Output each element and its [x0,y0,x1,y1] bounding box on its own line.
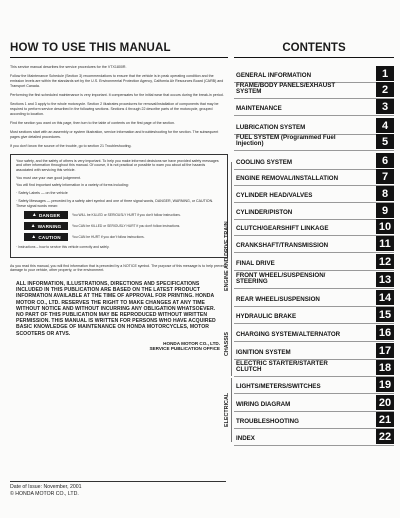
safety-labels-bullet: · Safety Labels — on the vehicle [16,191,68,196]
contents-item[interactable] [234,343,394,360]
warning-text: You CAN be KILLED or SERIOUSLY HURT if you don't follow instructions. [72,224,181,229]
forms-paragraph: You will find important safety information in a variety of forms including: [16,183,129,188]
caution-label [24,233,68,241]
caution-row [24,233,222,241]
section-number-tab: 21 [376,412,394,427]
contents-item[interactable] [234,272,394,289]
section-number-tab: 15 [376,307,394,322]
intro-paragraph: This service manual describes the service procedures for the VTX1800R. [10,65,127,69]
safety-paragraph: Your safety, and the safety of others is very important. To help you make informed decisions we have provided safety messages and other information throughout this manual. Of course, it is not practical or possible to warn you about all the hazards associated with servicing this vehicle. [16,158,219,172]
contents-item[interactable] [234,325,394,342]
safety-messages-bullet: · Safety Messages — preceded by a safety alert symbol and one of three signal words, DANGER, WARNING, or CAUTION. These signal words mean: [16,198,214,208]
section-number-tab: 20 [376,395,394,410]
contents-item[interactable] [234,254,394,271]
contents-item[interactable] [234,219,394,236]
contents-item-label: ENGINE REMOVAL/INSTALLATION [236,175,339,183]
section-number-tab: 6 [376,153,394,168]
issue-date: Date of Issue: November, 2001 [10,484,82,490]
section-number-tab: 4 [376,118,394,133]
danger-row [24,211,222,219]
company-name: HONDA MOTOR CO., LTD. [163,340,220,346]
contents-item-label: INDEX [236,435,255,443]
maintenance-paragraph: Follow the Maintenance Schedule (Section 3) recommendations to ensure that the vehicle is in peak operating condition and the emission levels are within the standards set by the U.S. Environmental Protection Agency, California Air Resources Board (CARB) and Transport Canada. [10,74,224,88]
caution-text: You CAN be HURT if you don't follow instructions. [72,235,145,240]
contents-item[interactable] [234,395,394,412]
contents-item[interactable] [234,134,394,151]
danger-label [24,211,68,219]
sections-paragraph: Sections 1 and 3 apply to the whole motorcycle. Section 2 illustrates procedures for removal/installation of components that may be required to perform service described in the following sections. Sections 4 through 22 describe parts of the motorcycle, grouped according to location. [10,102,219,116]
alert-triangle-icon: ▲ [31,234,37,241]
section-number-tab: 18 [376,360,394,375]
danger-label-text: DANGER [39,212,61,218]
contents-item[interactable] [234,169,394,186]
how-to-use-title: HOW TO USE THIS MANUAL [10,42,228,58]
contents-item-label: WIRING DIAGRAM [236,401,291,409]
contents-item-label: COOLING SYSTEM [236,159,293,167]
section-number-tab: 3 [376,99,394,114]
electrical-group-line [231,378,232,442]
section-start-paragraph: Most sections start with an assembly or system illustration, service information and troubleshooting for the section. The subsequent pages give detailed procedures. [10,130,219,139]
section-number-tab: 9 [376,203,394,218]
contents-item[interactable] [234,118,394,135]
contents-item-label: TROUBLESHOOTING [236,418,299,426]
contents-item-label: IGNITION SYSTEM [236,349,291,357]
issue-info [10,481,226,498]
publication-office: SERVICE PUBLICATION OFFICE [149,346,220,352]
copyright: © HONDA MOTOR CO., LTD. [10,491,79,497]
troubleshooting-paragraph: If you don't know the source of the trouble, go to section 21 Troubleshooting. [10,144,132,149]
contents-item[interactable] [234,99,394,116]
warning-row [24,222,222,230]
contents-item-label: CYLINDER/PISTON [236,209,293,217]
section-number-tab: 12 [376,254,394,269]
warning-label [24,222,68,230]
contents-item-label: CYLINDER HEAD/VALVES [236,192,313,200]
section-number-tab: 16 [376,325,394,340]
issue-divider [10,481,226,482]
contents-item-label: CLUTCH/GEARSHIFT LINKAGE [236,225,329,233]
contents-item[interactable] [234,290,394,307]
section-number-tab: 1 [376,66,394,81]
contents-item-label: CRANKSHAFT/TRANSMISSION [236,242,329,250]
contents-item[interactable] [234,66,394,83]
safety-box [10,154,228,258]
judgement-paragraph: You must use your own good judgement. [16,175,81,180]
contents-item[interactable] [234,236,394,253]
chassis-group-label: CHASSIS [224,332,230,356]
contents-item[interactable] [234,412,394,429]
section-number-tab: 5 [376,134,394,149]
contents-title: CONTENTS [234,42,394,58]
section-number-tab: 14 [376,290,394,305]
contents-item[interactable] [234,377,394,394]
caution-label-text: CAUTION [38,234,61,240]
contents-item-label: MAINTENANCE [236,105,282,113]
contents-item[interactable] [234,186,394,203]
section-number-tab: 7 [376,169,394,184]
contents-item-label: LIGHTS/METERS/SWITCHES [236,383,321,391]
contents-item-label: CHARGING SYSTEM/ALTERNATOR [236,331,341,339]
section-number-tab: 11 [376,236,394,251]
contents-item[interactable] [234,360,394,377]
alert-triangle-icon: ▲ [31,212,38,219]
contents-item[interactable] [234,429,394,446]
contents-item-label: LUBRICATION SYSTEM [236,124,306,132]
electrical-group-label: ELECTRICAL [224,392,230,428]
contents-item-label: FRAME/BODY PANELS/EXHAUST SYSTEM [236,81,336,96]
contents-item[interactable] [234,203,394,220]
contents-item-label: FINAL DRIVE [236,260,275,268]
chassis-group-line [231,312,232,376]
danger-text: You WILL be KILLED or SERIOUSLY HURT if you don't follow instructions. [72,213,181,218]
section-number-tab: 10 [376,219,394,234]
first-maintenance-paragraph: Performing the first scheduled maintenance is very important. It compensates for the initial wear that occurs during the break-in period. [10,93,224,97]
contents-item-label: GENERAL INFORMATION [236,72,312,80]
section-number-tab: 8 [376,186,394,201]
legal-notice: ALL INFORMATION, ILLUSTRATIONS, DIRECTIONS AND SPECIFICATIONS INCLUDED IN THIS PUBLICATION ARE BASED ON THE LATEST PRODUCT INFORMATION AVAILABLE AT THE TIME OF APPROVAL FOR PRINTING. HONDA MOTOR CO., LTD. RESERVES THE RIGHT TO MAKE CHANGES AT ANY TIME WITHOUT NOTICE AND WITHOUT INCURRING ANY OBLIGATION WHATSOEVER. NO PART OF THIS PUBLICATION MAY BE REPRODUCED WITHOUT WRITTEN PERMISSION. THIS MANUAL IS WRITTEN FOR PERSONS WHO HAVE ACQUIRED BASIC KNOWLEDGE OF MAINTENANCE ON HONDA MOTORCYCLES, MOTOR SCOOTERS OR ATVS. [16,280,216,337]
how-to-use-section [10,42,228,352]
contents-item-label: FRONT WHEEL/SUSPENSION/ STEERING [236,271,326,286]
contents-item-label: REAR WHEEL/SUSPENSION [236,296,320,304]
contents-section [224,42,394,443]
section-number-tab: 19 [376,377,394,392]
engine-group-label: ENGINE AND DRIVE TRAIN [224,221,230,291]
section-number-tab: 2 [376,82,394,97]
alert-triangle-icon: ▲ [30,223,36,230]
contents-item[interactable] [234,82,394,99]
section-number-tab: 22 [376,429,394,444]
contents-item[interactable] [234,307,394,324]
instructions-bullet: · Instructions – how to service this vehicle correctly and safely. [16,244,110,249]
contents-item-label: HYDRAULIC BRAKE [236,313,297,321]
section-number-tab: 13 [376,272,394,287]
section-number-tab: 17 [376,343,394,358]
contents-item-label: FUEL SYSTEM (Programmed Fuel Injection) [236,133,336,148]
notice-paragraph: As you read this manual, you will find information that is preceded by a NOTICE symbol. The purpose of this message is to help prevent damage to your vehicle, other property, or the environment. [10,263,226,273]
contents-item[interactable] [234,153,394,170]
contents-item-label: ELECTRIC STARTER/STARTER CLUTCH [236,359,328,374]
warning-label-text: WARNING [37,223,62,229]
find-section-paragraph: Find the section you want on this page, then turn to the table of contents on the first page of the section. [10,121,176,125]
